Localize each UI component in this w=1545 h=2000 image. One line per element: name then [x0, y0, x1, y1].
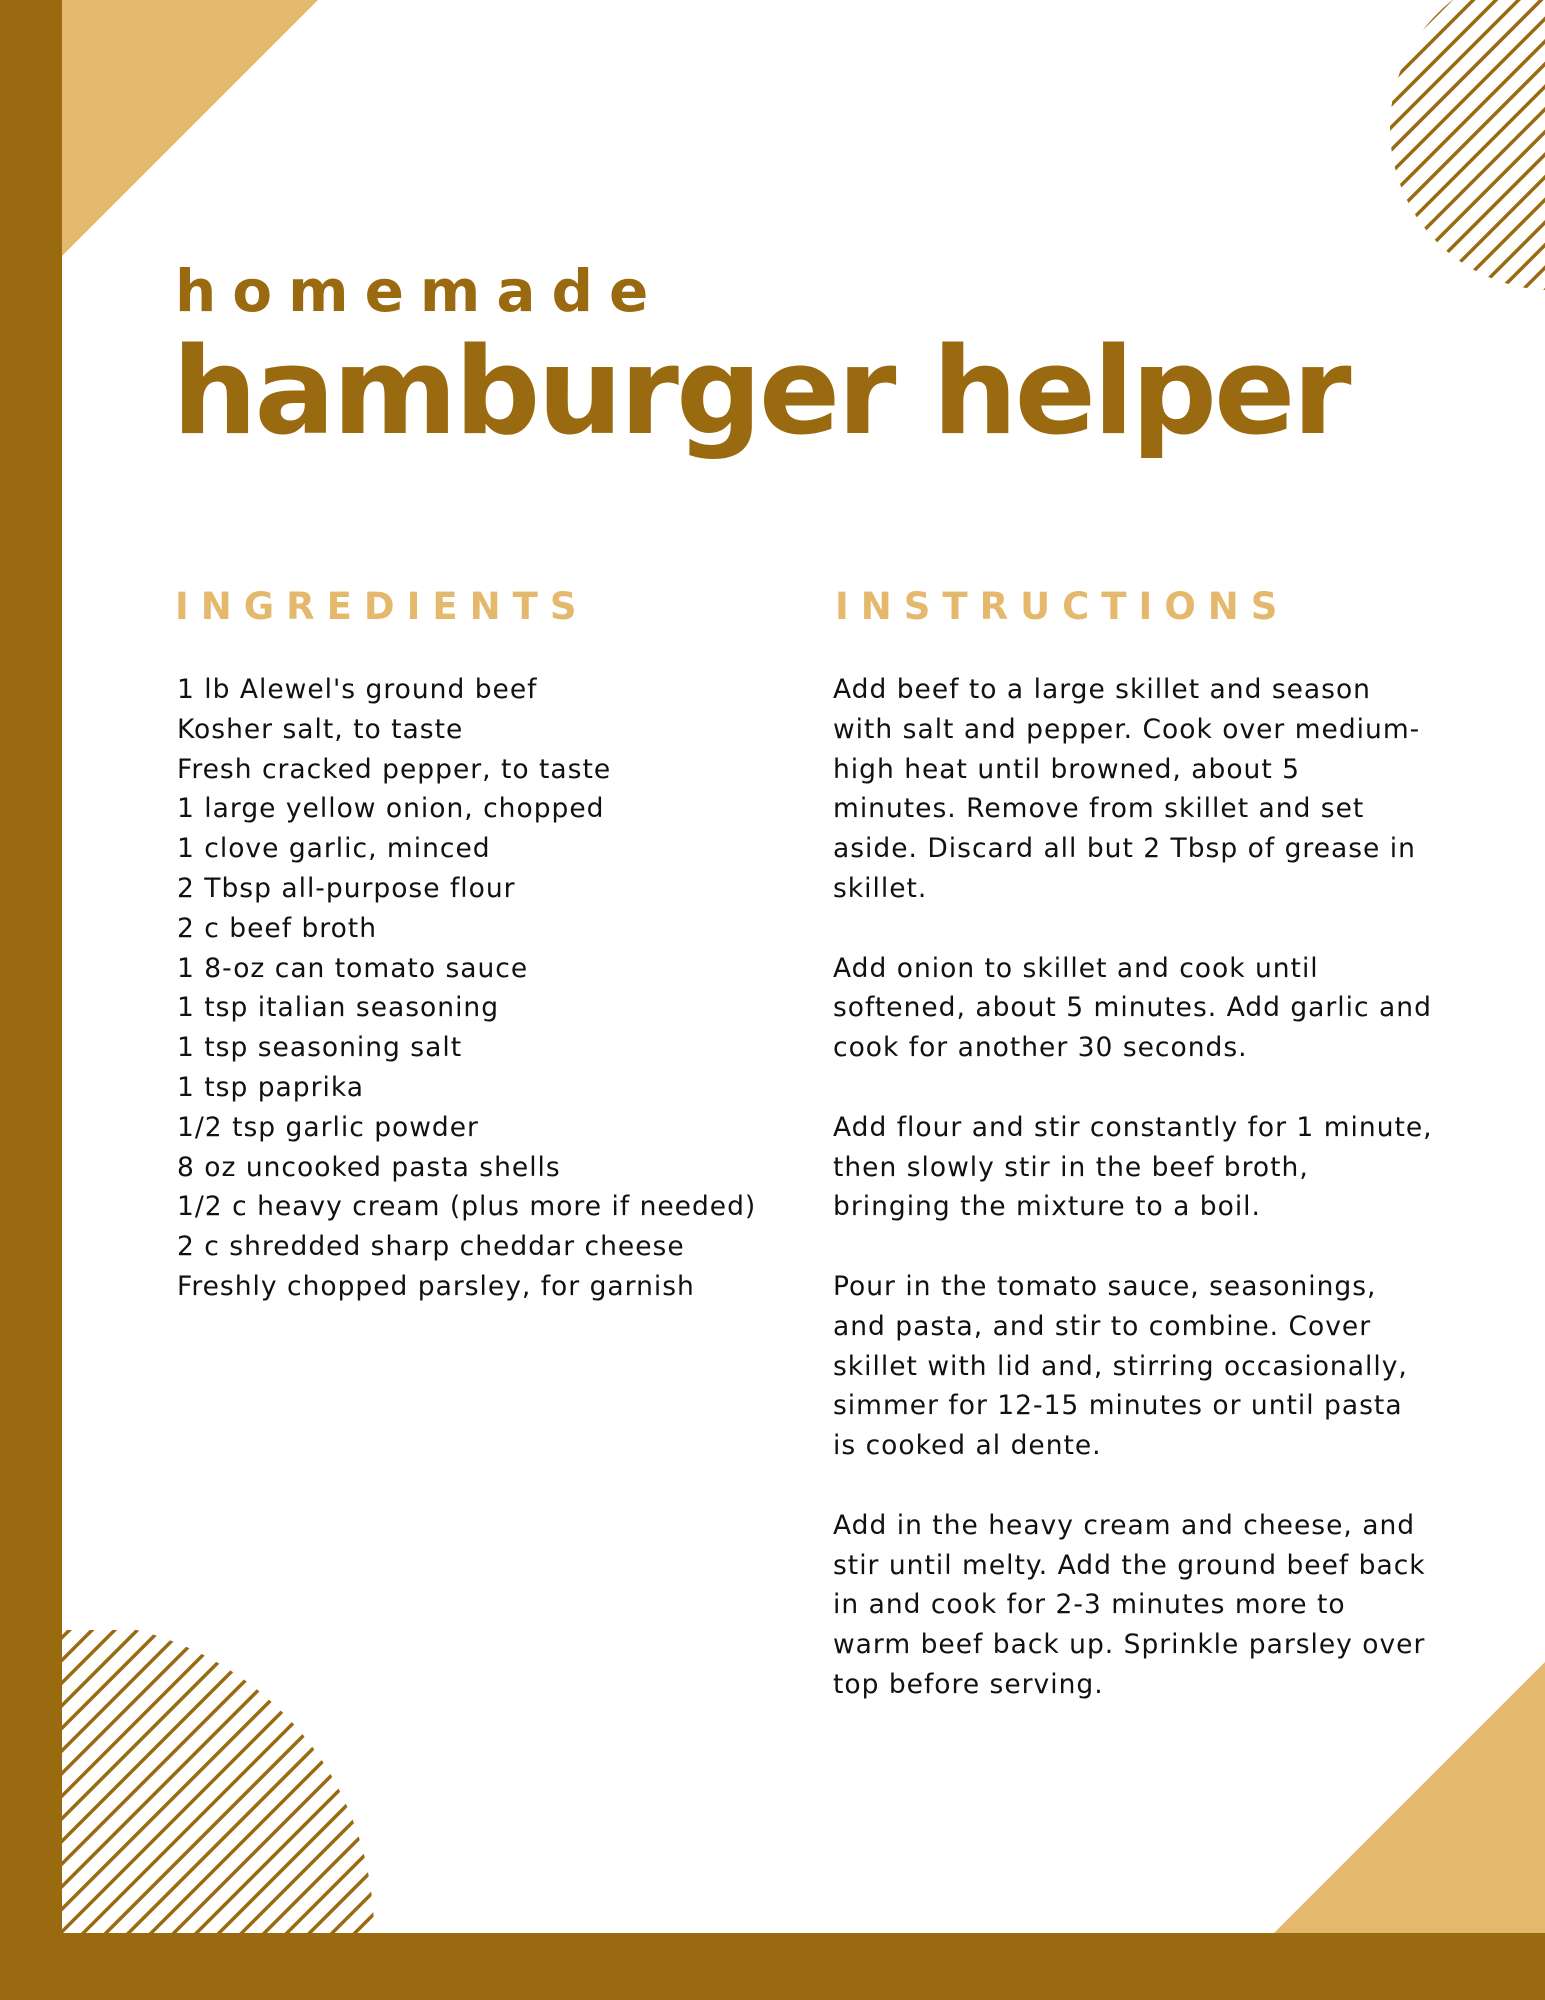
ingredient-item: 1 8-oz can tomato sauce [177, 952, 529, 984]
instruction-step: Add onion to skillet and cook until softened, about 5 minutes. Add garlic and cook for another 30 seconds. [833, 952, 1432, 1064]
top-right-striped-circle [1380, 0, 1545, 300]
instruction-step: Add beef to a large skillet and season with salt and pepper. Cook over medium-high heat until browned, about 5 minutes. Remove from skillet and set aside. Discard all but 2 Tbsp of grease in skillet. [833, 674, 1421, 904]
ingredient-item: 1 tsp paprika [177, 1071, 364, 1103]
ingredient-item: 1/2 c heavy cream (plus more if needed) [177, 1191, 757, 1223]
ingredient-item: 2 Tbsp all-purpose flour [177, 872, 516, 904]
top-left-triangle [62, 0, 318, 256]
ingredient-item: 1 clove garlic, minced [177, 833, 491, 865]
ingredient-item: 1 tsp italian seasoning [177, 992, 500, 1024]
ingredient-item: Kosher salt, to taste [177, 713, 464, 745]
ingredient-item: 8 oz uncooked pasta shells [177, 1151, 561, 1183]
title-hamburger-helper: hamburger helper [172, 323, 1349, 462]
instructions-list [833, 670, 1433, 1745]
ingredient-item: Freshly chopped parsley, for garnish [177, 1270, 695, 1302]
instruction-step: Add in the heavy cream and cheese, and stir until melty. Add the ground beef back in and cook for 2-3 minutes more to warm beef back up. Sprinkle parsley over top before serving. [833, 1509, 1426, 1700]
instructions-heading: INSTRUCTIONS [835, 585, 1290, 628]
ingredient-item: 1 lb Alewel's ground beef [177, 674, 538, 705]
title-homemade: homemade [175, 257, 665, 325]
instruction-step: Add flour and stir constantly for 1 minute, then slowly stir in the beef broth, bringing the mixture to a boil. [833, 1111, 1433, 1223]
ingredient-item: 1 large yellow onion, chopped [177, 793, 605, 825]
bottom-left-striped-circle [0, 1621, 374, 2000]
instruction-step: Pour in the tomato sauce, seasonings, and pasta, and stir to combine. Cover skillet with lid and, stirring occasionally, simmer for 12-15 minutes or until pasta is cooked al dente. [833, 1270, 1408, 1462]
ingredients-list [177, 670, 787, 1307]
ingredient-item: 1/2 tsp garlic powder [177, 1111, 479, 1143]
ingredient-item: 2 c shredded sharp cheddar cheese [177, 1231, 685, 1263]
ingredients-heading: INGREDIENTS [175, 585, 589, 628]
ingredient-item: 1 tsp seasoning salt [177, 1032, 463, 1064]
ingredient-item: 2 c beef broth [177, 912, 377, 944]
ingredient-item: Fresh cracked pepper, to taste [177, 753, 612, 785]
